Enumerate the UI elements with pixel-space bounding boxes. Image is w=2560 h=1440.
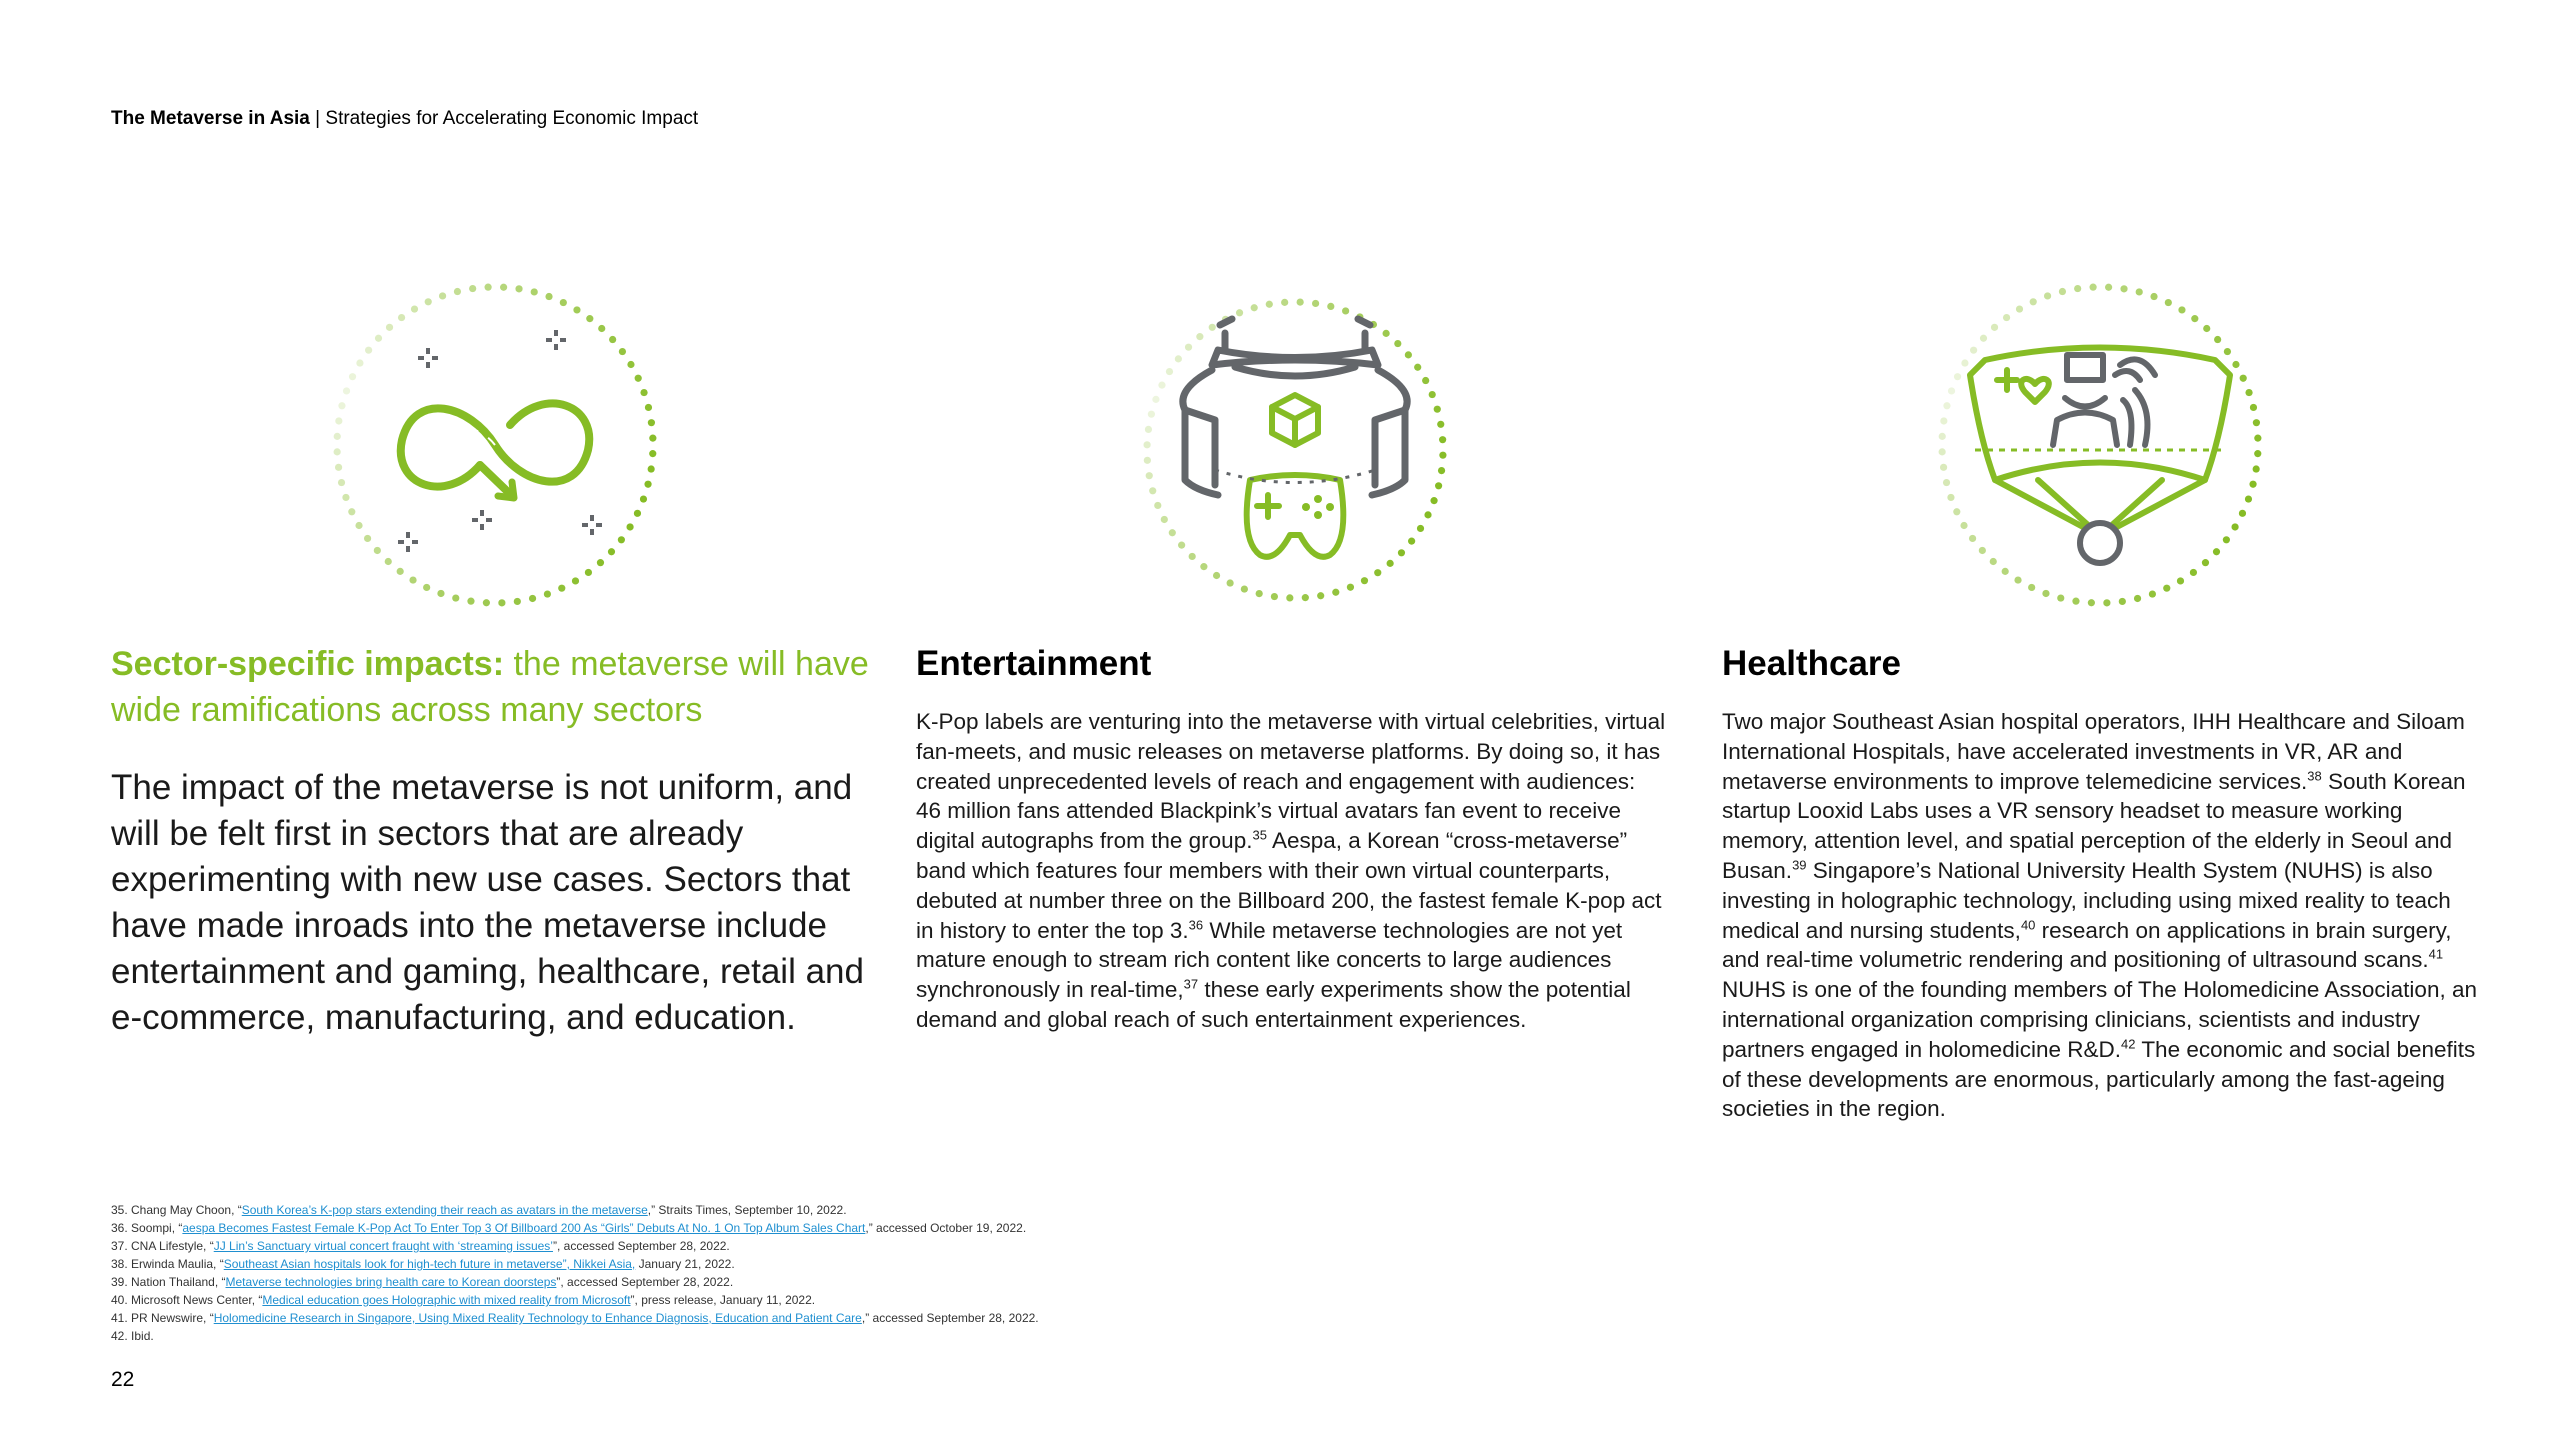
footnote-link[interactable]: South Korea’s K-pop stars extending their reach as avatars in the metaverse xyxy=(241,1203,648,1217)
footnote-text: ,” accessed October 19, 2022. xyxy=(865,1221,1027,1235)
sector-heading-bold: Sector-specific impacts: xyxy=(111,645,505,683)
healthcare-text-3: Singapore’s National University Health System (NUHS) is also investing in holographic technology, including using mixed reality to teach medical and nursing students, xyxy=(1722,857,2451,943)
footnote xyxy=(111,1273,1511,1291)
footnote-ref: 35 xyxy=(1252,827,1267,843)
footnote xyxy=(111,1255,1511,1273)
footnote-text: 41. PR Newswire, “ xyxy=(111,1311,214,1325)
entertainment-text-2: Aespa, a Korean “cross-metaverse” band which features four members with their own virtual counterparts, debuted at number three on the Billboard 200, the fastest female K-pop act in history to enter the top 3. xyxy=(916,828,1662,943)
entertainment-body xyxy=(916,707,1666,1035)
footnote-link[interactable]: JJ Lin’s Sanctuary virtual concert fraught with ‘streaming issues’ xyxy=(213,1239,553,1253)
footnote-ref: 41 xyxy=(2428,946,2444,962)
footnote-text: 36. Soompi, “ xyxy=(111,1221,183,1235)
footnote-link[interactable]: Metaverse technologies bring health care to Korean doorsteps xyxy=(225,1275,557,1289)
sector-heading xyxy=(111,641,871,733)
vr-healthcare-icon xyxy=(1935,280,2265,610)
footnote-text: 38. Erwinda Maulia, “ xyxy=(111,1257,224,1271)
footnote-text: January 21, 2022. xyxy=(635,1257,735,1271)
footnote-text: 35. Chang May Choon, “ xyxy=(111,1203,242,1217)
header-subtitle: Strategies for Accelerating Economic Impact xyxy=(325,108,699,129)
healthcare-column xyxy=(1722,641,2482,1124)
footnote xyxy=(111,1219,1511,1237)
footnote-link[interactable]: Southeast Asian hospitals look for high-tech future in metaverse”, Nikkei Asia, xyxy=(223,1257,636,1271)
healthcare-text-5: NUHS is one of the founding members of The Holomedicine Association, an international organization comprising clinicians, scientists and industry partners engaged in holomedicine R&D. xyxy=(1722,977,2477,1062)
footnote-text: ”, accessed September 28, 2022. xyxy=(552,1239,730,1253)
footnote-text: 37. CNA Lifestyle, “ xyxy=(111,1239,214,1253)
footnotes xyxy=(111,1201,1511,1345)
dotted-ring xyxy=(1143,298,1446,601)
footnote-ref: 36 xyxy=(1188,917,1204,933)
entertainment-text-4: these early experiments show the potential demand and global reach of such entertainment experiences. xyxy=(916,977,1631,1032)
footnote-text: 40. Microsoft News Center, “ xyxy=(111,1293,263,1307)
footnote-ref: 40 xyxy=(2020,917,2036,933)
header-separator: | xyxy=(315,108,321,129)
running-header xyxy=(111,108,698,130)
footnote-ref: 37 xyxy=(1183,976,1199,992)
footnote-text: ”, press release, January 11, 2022. xyxy=(630,1293,816,1307)
footnote xyxy=(111,1327,1511,1345)
entertainment-column xyxy=(916,641,1666,1035)
footnote-link[interactable]: Medical education goes Holographic with mixed reality from Microsoft xyxy=(262,1293,631,1307)
footnote xyxy=(111,1201,1511,1219)
footnote xyxy=(111,1237,1511,1255)
footnote xyxy=(111,1309,1511,1327)
footnote-link[interactable]: Holomedicine Research in Singapore, Using Mixed Reality Technology to Enhance Diagnosis, Education and Patient Care xyxy=(213,1311,862,1325)
page-number: 22 xyxy=(111,1368,135,1391)
footnote-ref: 42 xyxy=(2121,1036,2136,1052)
footnote-ref: 38 xyxy=(2307,768,2322,784)
healthcare-title: Healthcare xyxy=(1722,644,1901,683)
header-title: The Metaverse in Asia xyxy=(111,108,310,129)
entertainment-text-3: While metaverse technologies are not yet mature enough to stream rich content like concerts to large audiences synchronously in real-time, xyxy=(916,917,1623,1003)
healthcare-text-2: South Korean startup Looxid Labs uses a VR sensory headset to measure working memory, attention level, and spatial perception of the elderly in Seoul and Busan. xyxy=(1722,768,2466,883)
healthcare-text-6: The economic and social benefits of these developments are enormous, particularly among the fast-ageing societies in the region. xyxy=(1722,1036,2476,1122)
footnote-ref: 39 xyxy=(1792,857,1807,873)
vr-gaming-icon xyxy=(1140,295,1450,605)
entertainment-text-1: K-Pop labels are venturing into the metaverse with virtual celebrities, virtual fan-meets, and music releases on metaverse platforms. By doing so, it has created unprecedented levels of reach and engagement with audiences: 46 million fans attended Blackpink’s virtual avatars fan event to receive digital autographs from the group. xyxy=(916,709,1666,854)
footnote-text: ,” accessed September 28, 2022. xyxy=(861,1311,1039,1325)
healthcare-text-4: research on applications in brain surgery, and real-time volumetric rendering and positioning of ultrasound scans. xyxy=(1722,917,2452,973)
footnote-text: 39. Nation Thailand, “ xyxy=(111,1275,226,1289)
footnote-text: 42. Ibid. xyxy=(111,1329,154,1343)
lead-paragraph: The impact of the metaverse is not uniform, and will be felt first in sectors that are already experimenting with new use cases. Sectors that have made inroads into the metaverse include entertainment and gaming, healthcare, retail and e-commerce, manufacturing, and education. xyxy=(111,768,864,1037)
footnote-link[interactable]: aespa Becomes Fastest Female K-Pop Act To Enter Top 3 Of Billboard 200 As “Girls” Debuts At No. 1 On Top Album Sales Chart xyxy=(182,1221,866,1235)
footnote-text: ”, accessed September 28, 2022. xyxy=(556,1275,734,1289)
sector-heading-rest: the metaverse will have wide ramifications across many sectors xyxy=(111,645,869,729)
footnote xyxy=(111,1291,1511,1309)
entertainment-title: Entertainment xyxy=(916,644,1152,683)
intro-column xyxy=(111,641,871,1041)
footnote-text: ,” Straits Times, September 10, 2022. xyxy=(647,1203,847,1217)
healthcare-body xyxy=(1722,707,2482,1124)
healthcare-text-1: Two major Southeast Asian hospital operators, IHH Healthcare and Siloam International Hospitals, have accelerated investments in VR, AR and metaverse environments to improve telemedicine services. xyxy=(1722,709,2465,794)
infinity-icon xyxy=(330,280,660,610)
